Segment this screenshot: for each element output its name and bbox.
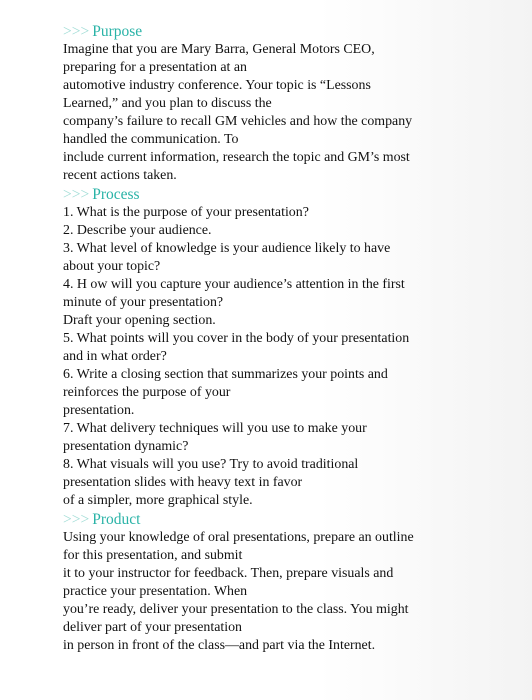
section-body-purpose	[63, 41, 518, 185]
text-line: 5. What points will you cover in the body of your presentation	[63, 331, 410, 346]
text-line: 7. What delivery techniques will you use to make your	[63, 421, 367, 436]
chevron-icon: >>>	[63, 511, 90, 528]
text-line: for this presentation, and submit	[63, 548, 243, 563]
text-line: practice your presentation. When	[63, 584, 248, 599]
text-line: automotive industry conference. Your topic is “Lessons	[63, 78, 371, 93]
section-title: Purpose	[92, 23, 143, 40]
section-body-process	[63, 204, 518, 510]
text-line: 8. What visuals will you use? Try to avoid traditional	[63, 457, 359, 472]
chevron-icon: >>>	[63, 186, 90, 203]
text-line: 3. What level of knowledge is your audience likely to have	[63, 241, 391, 256]
text-line: 2. Describe your audience.	[63, 223, 212, 238]
text-line: minute of your presentation?	[63, 295, 224, 310]
text-line: 1. What is the purpose of your presentation?	[63, 205, 309, 220]
text-line: 6. Write a closing section that summarizes your points and	[63, 367, 388, 382]
text-line: recent actions taken.	[63, 168, 177, 183]
text-line: presentation dynamic?	[63, 439, 189, 454]
text-line: it to your instructor for feedback. Then, prepare visuals and	[63, 566, 394, 581]
text-line: Imagine that you are Mary Barra, General Motors CEO,	[63, 42, 375, 57]
text-line: Using your knowledge of oral presentations, prepare an outline	[63, 530, 414, 545]
chevron-icon: >>>	[63, 23, 90, 40]
text-line: and in what order?	[63, 349, 167, 364]
section-title: Process	[92, 186, 140, 203]
text-line: Learned,” and you plan to discuss the	[63, 96, 272, 111]
text-line: company’s failure to recall GM vehicles and how the company	[63, 114, 413, 129]
text-line: presentation slides with heavy text in favor	[63, 475, 303, 490]
text-line: 4. H ow will you capture your audience’s attention in the first	[63, 277, 405, 292]
section-title: Product	[92, 511, 141, 528]
section-body-product	[63, 529, 518, 655]
section-heading-purpose	[63, 22, 518, 41]
text-line: Draft your opening section.	[63, 313, 216, 328]
text-line: about your topic?	[63, 259, 161, 274]
section-heading-process	[63, 185, 518, 204]
text-line: include current information, research the topic and GM’s most	[63, 150, 410, 165]
text-line: preparing for a presentation at an	[63, 60, 247, 75]
text-line: of a simpler, more graphical style.	[63, 493, 253, 508]
document-content	[63, 22, 518, 655]
text-line: presentation.	[63, 403, 135, 418]
section-heading-product	[63, 510, 518, 529]
text-line: in person in front of the class—and part via the Internet.	[63, 638, 376, 653]
text-line: handled the communication. To	[63, 132, 239, 147]
text-line: reinforces the purpose of your	[63, 385, 231, 400]
text-line: deliver part of your presentation	[63, 620, 242, 635]
text-line: you’re ready, deliver your presentation to the class. You might	[63, 602, 409, 617]
